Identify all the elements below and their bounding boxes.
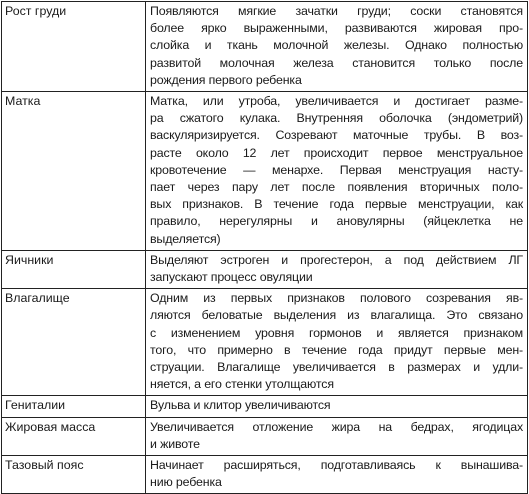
description-line: развитой молочная железа становится только после — [150, 55, 523, 70]
puberty-changes-table — [1, 1, 528, 494]
param-cell: Яичники — [2, 250, 146, 288]
table-row — [2, 396, 528, 417]
description-line: Начинает расширяться, подготавливаясь к вынашива- — [150, 458, 523, 473]
description-line: слойка и ткань молочной железы. Однако полностью — [150, 38, 523, 53]
param-cell: Гениталии — [2, 396, 146, 417]
description-line: и животе — [150, 436, 200, 451]
description-line: васкуляризируется. Созревают маточные трубы. В воз- — [150, 128, 523, 143]
table-row — [2, 250, 528, 288]
param-cell: Влагалище — [2, 289, 146, 396]
table-row — [2, 289, 528, 396]
table-row — [2, 417, 528, 455]
description-line: Матка, или утроба, увеличивается и достигает разме- — [150, 94, 523, 109]
description-cell — [146, 417, 528, 455]
description-line: Одним из первых признаков полового созревания яв- — [150, 291, 523, 306]
param-cell: Жировая масса — [2, 417, 146, 455]
description-line: того, что примерно в течение года придут первые мен- — [150, 342, 523, 357]
description-line: ляются беловатые выделения из влагалища. Это связано — [150, 308, 523, 323]
description-line: няется, а его стенки утолщаются — [150, 377, 334, 392]
description-cell — [146, 289, 528, 396]
description-line: Увеличивается отложение жира на бедрах, ягодицах — [150, 419, 523, 434]
table-row — [2, 92, 528, 251]
description-line: нию ребенка — [150, 475, 222, 490]
description-cell — [146, 456, 528, 494]
description-line: кровотечение — менархе. Первая менструация насту- — [150, 162, 523, 177]
description-line: правило, нерегулярны и ановулярны (яйцеклетка не — [150, 214, 523, 229]
description-line: с изменением уровня гормонов и является признаком — [150, 325, 523, 340]
description-line: выделяется) — [150, 231, 221, 246]
description-cell — [146, 2, 528, 92]
param-cell: Тазовый пояс — [2, 456, 146, 494]
description-line: вых признаков. В течение года первые менструации, как — [150, 197, 523, 212]
param-cell: Матка — [2, 92, 146, 251]
description-line: более ярко выраженными, развиваются жировая про- — [150, 21, 523, 36]
description-line: ра сжатого кулака. Внутренняя оболочка (эндометрий) — [150, 111, 523, 126]
description-line: пает через пару лет после появления вторичных поло- — [150, 180, 523, 195]
table-row — [2, 2, 528, 92]
description-line: Появляются мягкие зачатки груди; соски становятся — [150, 4, 523, 18]
description-line: расте около 12 лет происходит первое менструальное — [150, 145, 523, 160]
description-cell — [146, 396, 528, 417]
description-line: запускают процесс овуляции — [150, 270, 313, 285]
description-cell — [146, 92, 528, 251]
description-line: рождения первого ребенка — [150, 72, 302, 87]
table-body — [2, 2, 528, 494]
table-row — [2, 456, 528, 494]
description-line: струации. Влагалище увеличивается в размерах и удли- — [150, 360, 523, 375]
description-cell — [146, 250, 528, 288]
param-cell: Рост груди — [2, 2, 146, 92]
description-line: Выделяют эстроген и прогестерон, а под действием ЛГ — [150, 252, 523, 267]
description-line: Вульва и клитор увеличиваются — [150, 398, 331, 413]
